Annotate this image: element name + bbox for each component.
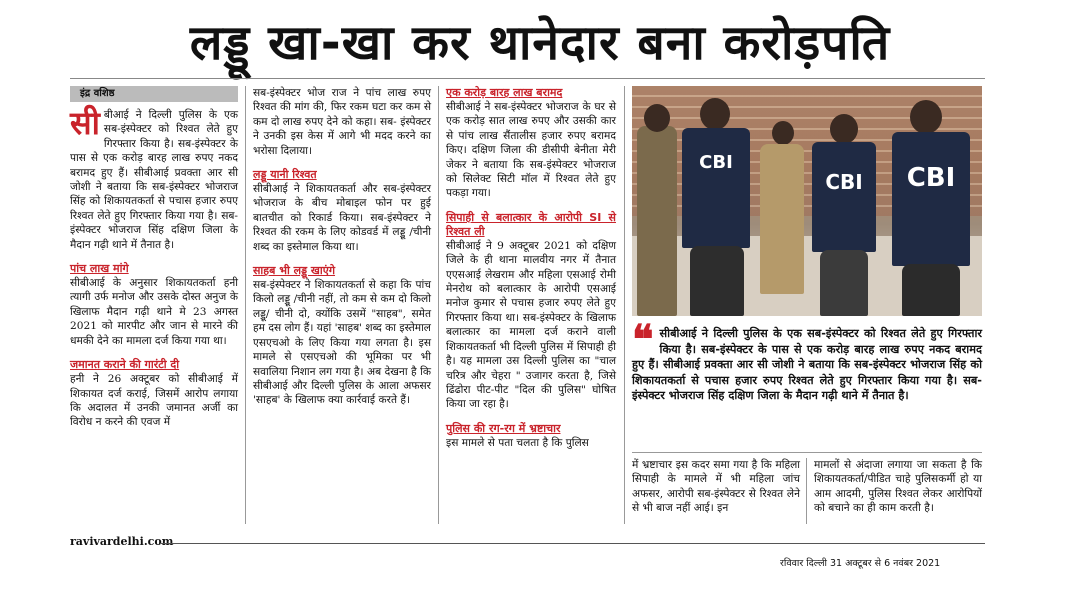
cbi-vest: CBI [682,128,750,248]
legs [902,264,960,316]
byline: इंद्र वशिष्ठ [70,86,238,102]
dropcap: सी [70,104,100,142]
head [772,121,794,145]
paragraph: सीबीआई के अनुसार शिकायतकर्ता हनी त्यागी उर्फ मनोज और उसके दोस्त अनुज के खिलाफ मैदान गढ़ी थाने मे 23 अगस्त 2021 को मारपीट और जान से मारने की धमकी देने का मामला दर्ज किया गया था। [70,277,238,347]
column-2 [253,86,431,408]
cbi-officers-photo [632,86,982,316]
subheading-sipahi: सिपाही से बलात्कार के आरोपी SI से रिश्वत ली [446,210,616,238]
top-rule [70,78,985,79]
column-3 [446,86,616,450]
subheading-laddu: लड्डू यानी रिश्वत [253,168,317,182]
police-officer-figure [637,126,677,316]
paragraph: इस मामले से पता चलता है कि पुलिस [446,436,589,449]
paragraph: सीबीआई ने 9 अक्टूबर 2021 को दक्षिण जिले के ही थाना मालवीय नगर में तैनात एएसआई लेखराम और महिला एसआई रोमी मेनरोथ को बलात्कार के आरोपी एसआई मनोज कुमार से पचास हजार रुपए लेते हुए गिरफ्तार किया था। सब-इंस्पेक्टर के खिलाफ बलात्कार का मामला दर्ज कराने वाली शिकायतकर्ता भी दिल्ली पुलिस में सिपाही ही है। यह मामला उस दिल्ली पुलिस का "चाल चरित्र और चेहरा " उजागर करता है, जिसे ढिंढोरा पीट-पीट "दिल की पुलिस" घोषित किया जा रहा है। [446,239,616,411]
intro-paragraph [70,104,238,252]
headline: लड्डू खा-खा कर थानेदार बना करोड़पति [189,15,891,71]
column-divider [438,86,439,524]
site-url: ravivardelhi.com [70,535,174,548]
paragraph: सीबीआई ने शिकायतकर्ता और सब-इंस्पेक्टर भोजराज के बीच मोबाइल फोन पर हुई बातचीत को रिकार्ड किया। सब-इंस्पेक्टर ने रिश्वत की रकम के लिए कोडवर्ड में लड्डू /चीनी शब्द का इस्तेमाल किया था। [253,183,431,253]
head [910,100,942,134]
legs [820,250,868,316]
subheading-rag-rag: पुलिस की रग-रग में भ्रष्टाचार [446,421,561,435]
pull-quote-text: सीबीआई ने दिल्ली पुलिस के एक सब-इंस्पेक्टर को रिश्वत लेते हुए गिरफ्तार किया है। सब-इंस्पेक्टर के पास से एक करोड़ बारह लाख रुपए नकद बरामद हुए हैं। सीबीआई प्रवक्ता आर सी जोशी ने बताया कि सब-इंस्पेक्टर भोजराज सिंह को शिकायतकर्ता से पचास हजार रुपए रिश्वत लेते हुए गिरफ्तार किया गया है। सब-इंस्पेक्टर भोजराज सिंह दक्षिण जिला के मैदान गढ़ी थाने में तैनात है। [632,327,982,402]
paragraph: हनी ने 26 अक्टूबर को सीबीआई में शिकायत दर्ज कराई, जिसमें आरोप लगाया कि अदालत में उनकी जमानत अर्जी का विरोध न करने की एवज में [70,373,238,429]
paragraph: सीबीआई ने सब-इंस्पेक्टर भोजराज के घर से एक करोड़ सात लाख रुपए और उसकी कार से पांच लाख सैंतालीस हजार रुपए बरामद किए। दक्षिण जिला की डीसीपी बेनीता मेरी जेकर ने बताया कि सब-इंस्पेक्टर भोजराज को सिलेक्ट सिटी मॉल में रिश्वत लेते हुए पकड़ा गया। [446,101,616,200]
subheading-paanch-lakh: पांच लाख मांगे [70,262,129,276]
cbi-vest: CBI [892,132,970,266]
head [700,98,730,130]
subheading-jamanat: जमानत कराने की गारंटी दी [70,358,180,372]
quote-divider [632,452,982,453]
quote-mark-icon: ❝ [632,316,654,363]
column-4 [632,458,800,516]
edition-date: रविवार दिल्ली 31 अक्टूबर से 6 नवंबर 2021 [780,558,941,569]
column-divider [245,86,246,524]
paragraph: सब-इंस्पेक्टर भोज राज ने पांच लाख रुपए रिश्वत की मांग की, फिर रकम घटा कर कम से कम दो लाख रुपए देने को कहा। सब- इंस्पेक्टर ने उनकी इस केस में आगे भी मदद करने का भरोसा दिलाया। [253,87,431,157]
subheading-sahab: साहब भी लड्डू खाएंगे [253,264,336,278]
paragraph: में भ्रष्टाचार इस कदर समा गया है कि महिला सिपाही के मामले में भी महिला जांच अफसर, आरोपी सब-इंस्पेक्टर से रिश्वत लेने से भी बाज नहीं आई। इन [632,459,800,515]
column-1 [70,86,238,430]
head [644,104,670,132]
pull-quote [632,316,982,404]
column-divider [624,86,625,524]
footer-rule [160,543,985,544]
head [830,114,858,144]
police-officer-figure [760,144,804,294]
paragraph: सब-इंस्पेक्टर ने शिकायतकर्ता से कहा कि पांच किलो लड्डू /चीनी नहीं, तो कम से कम दो किलो लड्डू/ चीनी दो, क्योंकि उसमें "साहब", समेत हम दस लोग हैं। यहां 'साहब' शब्द का इस्तेमाल एसएचओ के लिए किया गया लगता है। इस मामले से एसएचओ की भूमिका पर भी सवालिया निशान लग गया है। अब देखना है कि सीबीआई और दिल्ली पुलिस के आला अफसर 'साहब' के खिलाफ क्या कार्रवाई करते हैं। [253,279,431,407]
column-divider [806,458,807,524]
column-5 [814,458,982,516]
intro-text: बीआई ने दिल्ली पुलिस के एक सब-इंस्पेक्टर को रिश्वत लेते हुए गिरफ्तार किया है। सब-इंस्पेक्टर के पास से एक करोड़ बारह लाख रुपए नकद बरामद हुए हैं। सीबीआई प्रवक्ता आर सी जोशी ने बताया कि सब-इंस्पेक्टर भोजराज सिंह को शिकायतकर्ता से पचास हजार रुपए रिश्वत लेते हुए गिरफ्तार किया गया है। सब-इंस्पेक्टर भोजराज सिंह दक्षिण जिला के मैदान गढ़ी थाने में तैनात है। [70,109,238,251]
paragraph: मामलों से अंदाजा लगाया जा सकता है कि शिकायतकर्ता/पीडित चाहे पुलिसकर्मी हो या आम आदमी, पुलिस रिश्वत लेकर आरोपियों को बचाने का ही काम करती है। [814,459,982,515]
cbi-vest: CBI [812,142,876,252]
legs [690,246,744,316]
subheading-barahlakh: एक करोड़ बारह लाख बरामद [446,86,563,99]
